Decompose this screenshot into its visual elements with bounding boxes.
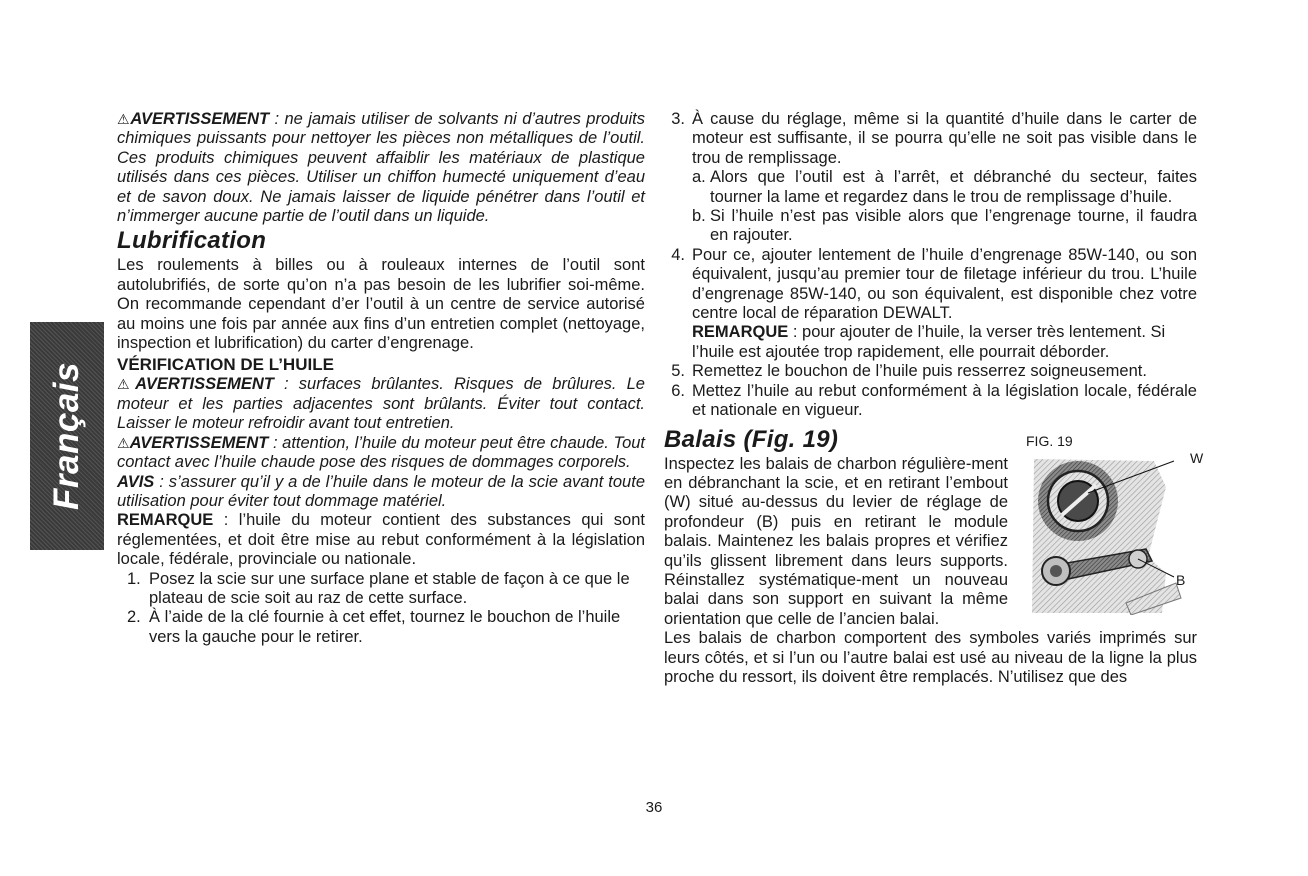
avis-text: : s’assurer qu’il y a de l’huile dans le moteur de la scie avant toute utilisation pour éviter tout dommage matériel.: [117, 472, 645, 510]
avis-label: AVIS: [117, 472, 155, 491]
list-item: [127, 608, 645, 647]
sub-item: [692, 207, 1197, 246]
warning-solvents: [117, 110, 645, 226]
oil-steps-continued-2: [664, 246, 1197, 421]
step-text: Remettez le bouchon de l’huile puis resserrez soigneusement.: [692, 362, 1147, 381]
figure-19-illustration: [1026, 449, 1204, 615]
warning-label: AVERTISSEMENT: [135, 375, 274, 394]
warning-triangle-icon: ⚠: [117, 111, 131, 127]
remarque-note: [117, 511, 645, 569]
list-item: [664, 246, 1197, 362]
step-body: [692, 110, 1197, 168]
step-text: À l’aide de la clé fournie à cet effet, tournez le bouchon de l’huile vers la gauche pour le retirer.: [149, 608, 621, 646]
oil-steps-list: [127, 570, 645, 648]
step-number: 6.: [671, 381, 685, 400]
remarque-label: REMARQUE: [117, 511, 214, 530]
lubrification-heading: Lubrification: [117, 227, 267, 255]
step-number: 4.: [671, 245, 685, 264]
brush-cap-illustration: [1026, 453, 1186, 615]
balais-heading: Balais (Fig. 19): [664, 425, 839, 453]
callout-b: B: [1176, 571, 1186, 588]
figure-label: FIG. 19: [1026, 432, 1073, 449]
warning-label: AVERTISSEMENT: [129, 433, 269, 452]
step-text: Posez la scie sur une surface plane et stable de façon à ce que le plateau de scie soit au raz de cette surface.: [149, 569, 630, 607]
balais-section: [664, 425, 1204, 688]
warning-triangle-icon: ⚠: [117, 434, 130, 451]
warning-label: AVERTISSEMENT: [130, 110, 270, 128]
callout-w: W: [1190, 449, 1204, 466]
step-note-label: REMARQUE: [692, 323, 789, 342]
sub-item: [692, 168, 1197, 207]
lubrification-paragraph: Les roulements à billes ou à rouleaux internes de l’outil sont autolubrifiés, de sorte qu’on n’a pas besoin de les lubrifier soi-même. On recommande cependant d’er l’outil à un centre de service autorisé au moins une fois par année aux fins d’un entretien complet (nettoyage, inspection et lubrification) du carter d’engrenage.: [117, 256, 645, 353]
step-text: Mettez l’huile au rebut conformément à la législation locale, fédérale et nationale en vigueur.: [692, 381, 1197, 420]
remarque-text: : l’huile du moteur contient des substances qui sont réglementées, et doit être mise au rebut conformément à la législation locale, fédérale, provinciale ou nationale.: [117, 511, 645, 569]
step-number: 5.: [671, 362, 685, 381]
language-tab-label: Français: [47, 362, 86, 510]
step-note-text: : pour ajouter de l’huile, la verser très lentement. Si l’huile est ajoutée trop rapidement, elle pourrait déborder.: [692, 323, 1166, 361]
step-text: Pour ce, ajouter lentement de l’huile d’engrenage 85W-140, ou son équivalent, jusqu’au premier tour de filetage inférieur du trou. L’huile d’engrenage 85W-140, ou son équivalent, est disponible chez votre centre local de réparation DEWALT.: [692, 245, 1197, 323]
step-number: 3.: [671, 110, 685, 128]
warning-text: : attention, l’huile du moteur peut être chaude. Tout contact avec l’huile chaude pose des risques de dommages corporels.: [117, 433, 646, 472]
warning-hot-oil: [117, 434, 645, 473]
balais-paragraph: Inspectez les balais de charbon régulière-ment en débranchant la scie, et en retirant l’embout (W) situé au-dessus du levier de réglage de profondeur (B) puis en retirant le module balais. Maintenez les balais propres et vérifiez qu’ils glissent librement dans leurs supports. Réinstallez systématique-ment un nouveau balai dans son support en suivant la même orientation que celle de l’ancien balai.: [664, 454, 1008, 628]
sub-item-text: Si l’huile n’est pas visible alors que l’engrenage tourne, il faudra en rajouter.: [710, 207, 1197, 245]
warning-text: : ne jamais utiliser de solvants ni d’autres produits chimiques puissants pour nettoyer les pièces non métalliques de l’outil. Ces produits chimiques peuvent affaiblir les matériaux de plastique utilisés dans ces pièces. Utiliser un chiffon humecté uniquement d’eau et de savon doux. Ne jamais laisser de liquide pénétrer dans l’outil et n’immerger aucune partie de l’outil dans un liquide.: [117, 110, 645, 226]
step-note: [692, 323, 1197, 362]
page-number: 36: [645, 799, 663, 816]
oil-steps-continued: [664, 110, 1197, 168]
list-item: [664, 110, 1197, 168]
sub-item-letter: b.: [692, 207, 706, 226]
step-body: [692, 246, 1197, 362]
left-column: [117, 110, 645, 647]
language-side-tab: [30, 322, 104, 550]
warning-triangle-icon: ⚠: [117, 376, 136, 393]
step-number: 1.: [127, 569, 141, 588]
step-number: 2.: [127, 608, 141, 627]
avis-notice: [117, 473, 645, 512]
warning-text: : surfaces brûlantes. Risques de brûlures. Le moteur et les parties adjacentes sont brûlants. Éviter tout contact. Laisser le moteur refroidir avant tout entretien.: [117, 375, 645, 433]
right-column: [664, 110, 1204, 687]
warning-hot-surfaces: [117, 375, 645, 433]
balais-paragraph-2: Les balais de charbon comportent des symboles variés imprimés sur leurs côtés, et si l’un ou l’autre balai est usé au niveau de la ligne la plus proche du ressort, ils doivent être remplacés. N’utilisez que des: [664, 629, 1197, 686]
list-item: [664, 362, 1197, 381]
sub-item-text: Alors que l’outil est à l’arrêt, et débranché du secteur, faites tourner la lame et regardez dans le trou de remplissage d’huile.: [710, 168, 1197, 206]
oil-check-heading: VÉRIFICATION DE L’HUILE: [117, 355, 334, 375]
sub-item-letter: a.: [692, 168, 706, 187]
step-text: À cause du réglage, même si la quantité d’huile dans le carter de moteur est suffisante, il se pourra qu’elle ne soit pas visible dans le trou de remplissage.: [692, 110, 1197, 167]
list-item: [664, 382, 1197, 421]
list-item: [127, 570, 645, 609]
